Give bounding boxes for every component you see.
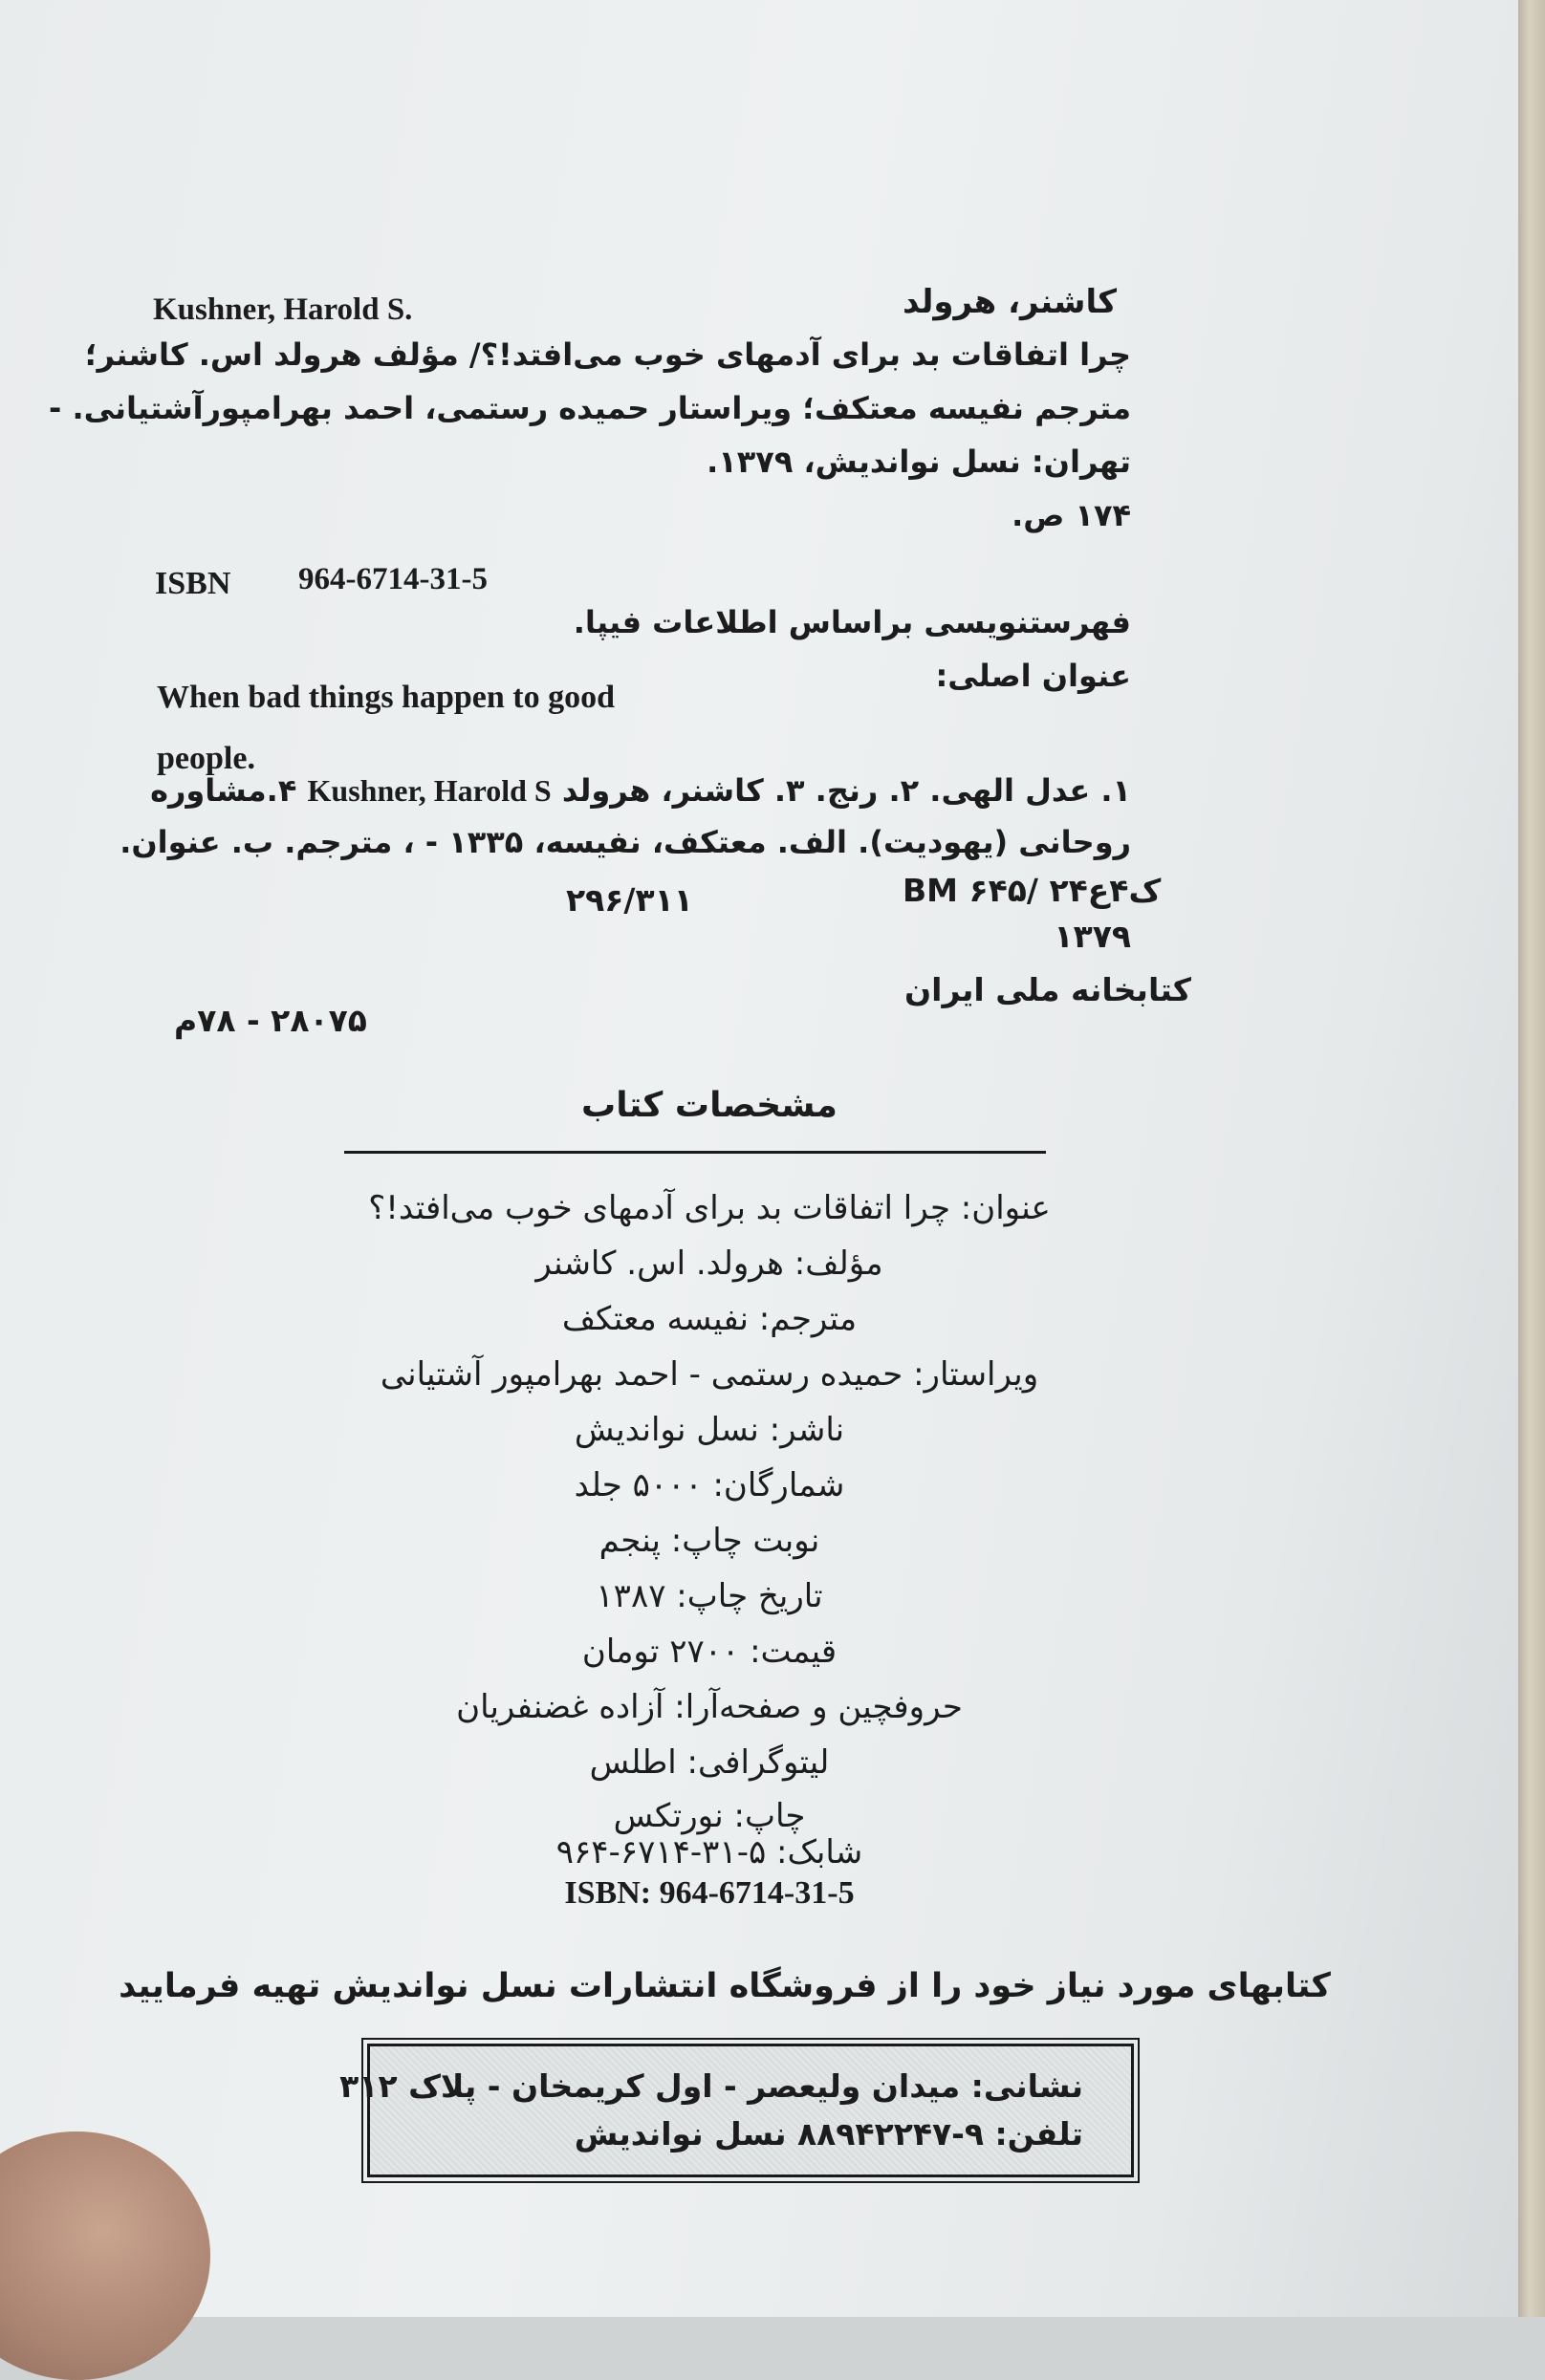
specs-heading: مشخصات کتاب (581, 1086, 838, 1125)
persian-author-name: کاشنر، هرولد (902, 283, 1117, 321)
call-number: BM ۶۴۵/ ۲ک۴ع۴ (903, 872, 1162, 909)
spec-publisher: ناشر: نسل نواندیش (574, 1411, 845, 1449)
spec-price: قیمت: ۲۷۰۰ تومان (581, 1633, 838, 1671)
book-spine-edge (1518, 0, 1545, 2317)
spec-edition: نوبت چاپ: پنجم (598, 1522, 820, 1560)
dewey-number: ۲۹۶/۳۱۱ (566, 881, 693, 919)
spec-author: مؤلف: هرولد. اس. کاشنر (535, 1244, 883, 1283)
national-library: کتابخانه ملی ایران (904, 971, 1191, 1008)
spec-printing: چاپ: نورتکس (613, 1797, 806, 1835)
subjects-line-2: روحانی (یهودیت). الف. معتکف، نفیسه، ۱۳۳۵ - ، مترجم. ب. عنوان. (120, 824, 1131, 860)
catalog-publication-line: تهران: نسل نواندیش، ۱۳۷۹. (707, 444, 1131, 480)
subjects-latin-name: Kushner, Harold S (307, 773, 552, 808)
store-promo: کتابهای مورد نیاز خود را از فروشگاه انتشارات نسل نواندیش تهیه فرمایید (119, 1967, 1331, 2005)
catalog-translator-line: مترجم نفیسه معتکف؛ ویراستار حمیده رستمی، احمد بهرامپورآشتیانی. - (49, 390, 1131, 426)
library-code: ۲۸۰۷۵ - ۷۸م (174, 1002, 367, 1039)
spec-editor: ویراستار: حمیده رستمی - احمد بهرامپور آشتیانی (380, 1355, 1039, 1394)
subjects-prefix: ۱. عدل الهی. ۲. رنج. ۳. کاشنر، هرولد (561, 772, 1131, 809)
spec-typesetting: حروفچین و صفحه‌آرا: آزاده غضنفریان (456, 1688, 963, 1726)
spec-title: عنوان: چرا اتفاقات بد برای آدمهای خوب می‌افتد!؟ (368, 1189, 1051, 1227)
address-line: نشانی: میدان ولیعصر - اول کریمخان - پلاک ۳۱۲ (339, 2067, 1083, 2105)
original-title-label: عنوان اصلی: (935, 658, 1131, 694)
spec-isbn: ISBN: 964-6714-31-5 (564, 1875, 855, 1911)
subjects-suffix: ۴.مشاوره (150, 772, 297, 809)
call-year: ۱۳۷۹ (1054, 918, 1131, 955)
spec-shabak: شابک: ۵-۳۱-۶۷۱۴-۹۶۴ (555, 1833, 863, 1872)
subjects-line-1 (118, 772, 1131, 809)
isbn-value: 964-6714-31-5 (298, 562, 488, 596)
catalog-title-line: چرا اتفاقات بد برای آدمهای خوب می‌افتد!؟/ مؤلف هرولد اس. کاشنر؛ (84, 336, 1131, 373)
latin-author-name: Kushner, Harold S. (153, 292, 413, 327)
spec-translator: مترجم: نفیسه معتکف (561, 1300, 858, 1338)
phone-line: تلفن: ۹-۸۸۹۴۲۲۴۷ نسل نواندیش (574, 2115, 1083, 2153)
spec-print-date: تاریخ چاپ: ۱۳۸۷ (596, 1577, 823, 1615)
isbn-label: ISBN (155, 566, 231, 601)
catalog-pages-line: ۱۷۴ ص. (1012, 497, 1131, 533)
address-box (339, 2044, 1134, 2177)
original-title: When bad things happen to good people. (157, 680, 616, 776)
specs-divider (344, 1151, 1046, 1154)
spec-lithography: لیتوگرافی: اطلس (589, 1743, 830, 1782)
fipa-note: فهرستنویسی براساس اطلاعات فیپا. (573, 604, 1131, 640)
spec-print-run: شمارگان: ۵۰۰۰ جلد (574, 1466, 845, 1504)
